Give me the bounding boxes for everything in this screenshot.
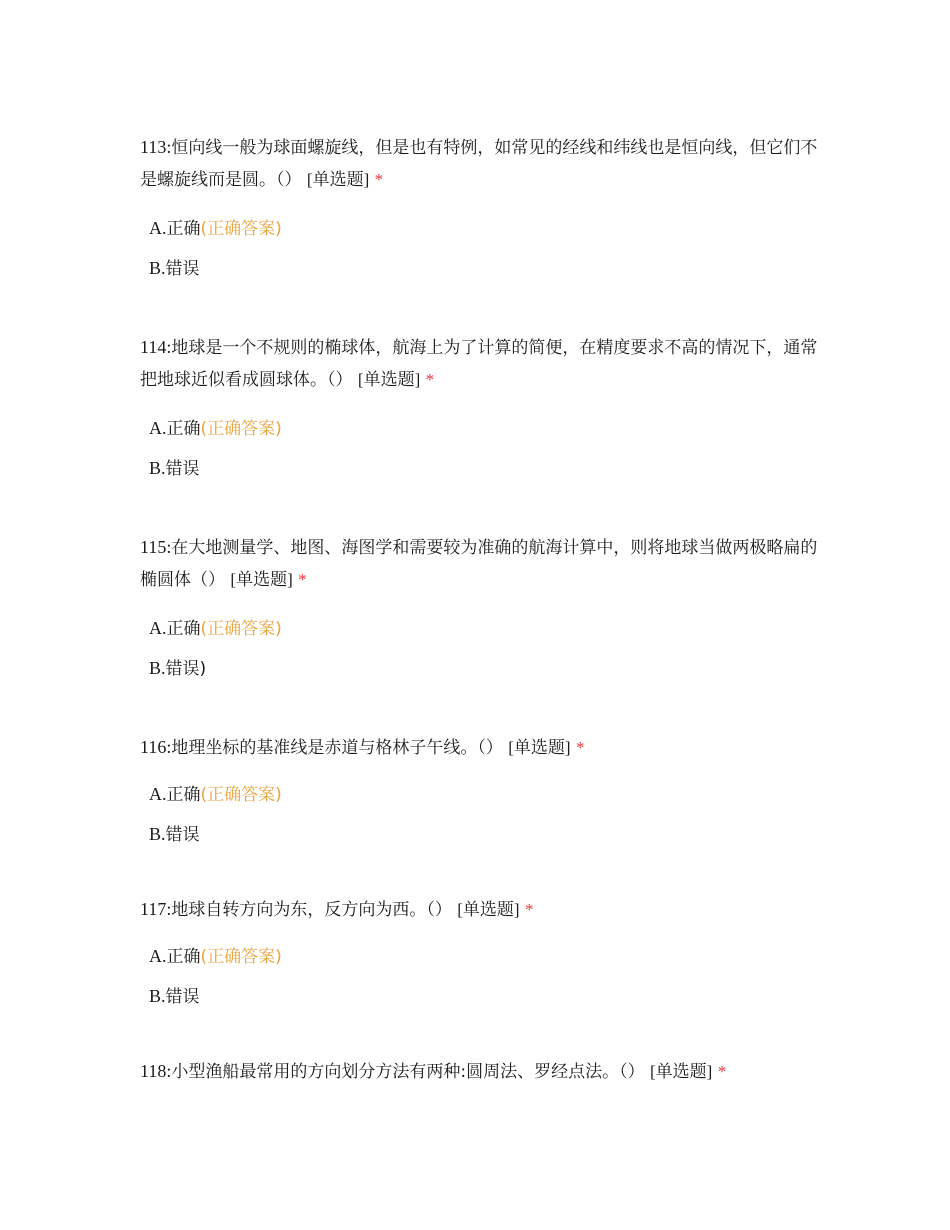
option-a[interactable] [149, 216, 820, 240]
option-b[interactable] [149, 256, 820, 280]
option-label: 正确 [166, 619, 201, 639]
option-letter: A. [149, 418, 167, 438]
question-body: 地理坐标的基准线是赤道与格林子午线。（） [171, 738, 503, 758]
option-b[interactable] [149, 656, 820, 680]
question-body: 小型渔船最常用的方向划分方法有两种:圆周法、罗经点法。（） [171, 1062, 645, 1082]
question-body: 地球是一个不规则的椭球体，航海上为了计算的简便，在精度要求不高的情况下，通常把地球近似看成圆球体。（） [140, 338, 818, 390]
option-letter: A. [149, 218, 167, 238]
question-number: 115: [140, 537, 172, 557]
question-type: [单选题] [649, 1062, 713, 1081]
question-number: 117: [140, 899, 172, 919]
required-marker: * [524, 900, 534, 919]
required-marker: * [575, 738, 585, 757]
option-letter: A. [149, 784, 167, 804]
option-letter: B. [149, 258, 166, 278]
option-label: 错误 [165, 459, 200, 479]
option-b[interactable] [149, 822, 820, 846]
option-b[interactable] [149, 456, 820, 480]
option-letter: B. [149, 824, 166, 844]
option-letter: B. [149, 658, 166, 678]
question-text [140, 331, 820, 396]
required-marker: * [717, 1062, 727, 1081]
question-body: 恒向线一般为球面螺旋线，但是也有特例，如常见的经线和纬线也是恒向线，但它们不是螺旋线而是圆。（） [140, 138, 818, 190]
question-number: 114: [140, 337, 172, 357]
option-label: 正确 [166, 219, 201, 239]
option-label: 错误 [165, 825, 200, 845]
question-113 [140, 131, 820, 280]
required-marker: * [425, 370, 435, 389]
option-label: 正确 [166, 947, 201, 967]
question-number: 116: [140, 737, 172, 757]
option-a[interactable] [149, 782, 820, 806]
option-label: 错误 [165, 987, 200, 1007]
question-114 [140, 331, 820, 480]
question-type: [单选题] [230, 570, 293, 589]
correct-answer-mark: (正确答案) [200, 219, 282, 239]
option-label: 错误) [165, 659, 207, 679]
question-body: 地球自转方向为东，反方向为西。（） [171, 900, 452, 920]
question-body: 在大地测量学、地图、海图学和需要较为准确的航海计算中，则将地球当做两极略扁的椭圆体（） [140, 538, 818, 590]
option-label: 正确 [166, 419, 201, 439]
question-text [140, 131, 820, 196]
question-118 [140, 1055, 820, 1088]
option-label: 正确 [166, 785, 201, 805]
correct-answer-mark: (正确答案) [200, 947, 282, 967]
option-a[interactable] [149, 416, 820, 440]
option-letter: A. [149, 618, 167, 638]
option-letter: B. [149, 458, 166, 478]
required-marker: * [298, 570, 307, 589]
question-number: 113: [140, 137, 172, 157]
option-a[interactable] [149, 616, 820, 640]
question-number: 118: [140, 1061, 172, 1081]
option-label: 错误 [165, 259, 200, 279]
option-letter: A. [149, 946, 167, 966]
question-text [140, 1055, 820, 1088]
option-a[interactable] [149, 944, 820, 968]
question-text [140, 731, 820, 764]
question-116 [140, 731, 820, 846]
question-117 [140, 893, 820, 1008]
question-type: [单选题] [457, 900, 520, 919]
question-type: [单选题] [508, 738, 571, 757]
option-letter: B. [149, 986, 166, 1006]
question-text [140, 531, 820, 596]
correct-answer-mark: (正确答案) [200, 419, 282, 439]
correct-answer-mark: (正确答案) [200, 619, 282, 639]
question-text [140, 893, 820, 926]
question-type: [单选题] [306, 170, 370, 189]
required-marker: * [374, 170, 384, 189]
option-b[interactable] [149, 984, 820, 1008]
question-115 [140, 531, 820, 680]
correct-answer-mark: (正确答案) [200, 785, 282, 805]
question-type: [单选题] [357, 370, 421, 389]
